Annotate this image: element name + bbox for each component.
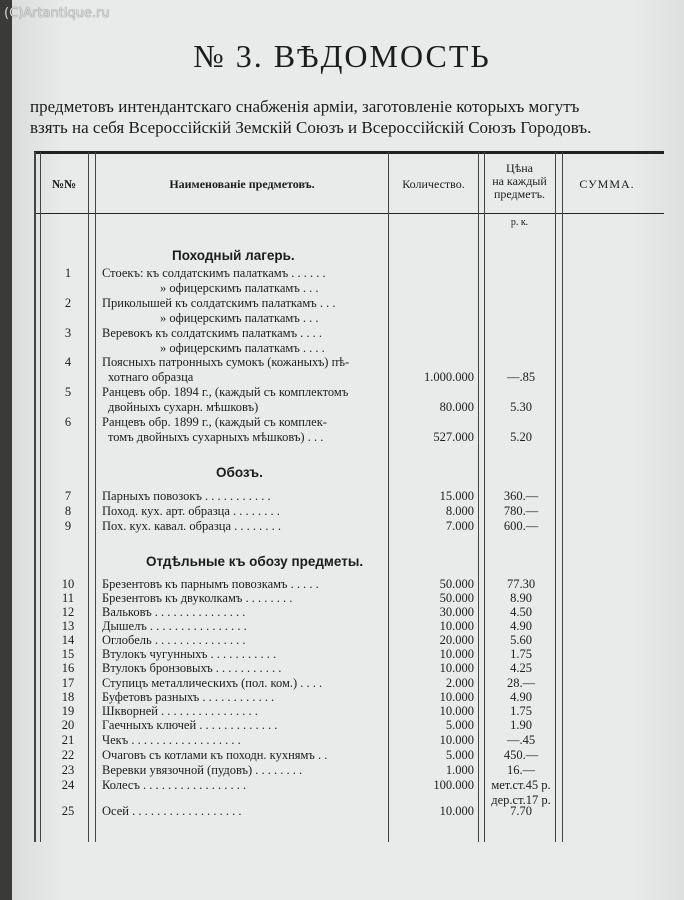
table-row	[0, 690, 684, 705]
row-quantity: 50.000	[439, 591, 474, 605]
document-subtitle	[30, 96, 670, 138]
row-quantity: 10.000	[439, 690, 474, 704]
row-number: 15	[61, 647, 75, 661]
row-item-name: Брезентовъ къ парнымъ повозкамъ . . . . .	[102, 577, 319, 591]
table-row	[0, 718, 684, 733]
row-number: 22	[61, 748, 75, 762]
row-price: 8.90	[510, 591, 532, 605]
table-row	[0, 647, 684, 662]
row-quantity: 5.000	[445, 748, 474, 762]
row-quantity: 10.000	[439, 704, 474, 718]
row-item-name: Осей . . . . . . . . . . . . . . . . . .	[102, 804, 242, 818]
row-quantity: 8.000	[445, 504, 474, 518]
table-row	[0, 619, 684, 634]
row-item-name: Очаговъ съ котлами къ походн. кухнямъ . .	[102, 748, 328, 762]
row-price: 600.—	[503, 519, 539, 533]
row-item-name: хотнаго образца	[108, 370, 194, 384]
table-row	[0, 355, 684, 370]
row-number: 5	[64, 385, 72, 399]
row-item-name: Гаечныхъ ключей . . . . . . . . . . . . .	[102, 718, 278, 732]
row-quantity: 10.000	[439, 647, 474, 661]
row-price: 5.60	[510, 633, 532, 647]
row-item-name: » офицерскимъ палаткамъ . . .	[160, 311, 319, 325]
header-name: Наименованіе предметовъ.	[169, 177, 315, 191]
row-item-name: Буфетовъ разныхъ . . . . . . . . . . . .	[102, 690, 275, 704]
row-item-name: » офицерскимъ палаткамъ . . . .	[160, 341, 325, 355]
row-number: 18	[61, 690, 75, 704]
section-title: Обозъ.	[216, 465, 263, 480]
row-number: 3	[64, 326, 72, 340]
row-item-name: Веревки увязочной (пудовъ) . . . . . . . .	[102, 763, 303, 777]
row-item-name: двойныхъ сухарн. мѣшковъ)	[108, 400, 259, 414]
row-item-name: Колесъ . . . . . . . . . . . . . . . . .	[102, 778, 247, 792]
row-item-name: Поясныхъ патронныхъ сумокъ (кожаныхъ) пѣ-	[102, 355, 350, 369]
watermark: (C)Artantique.ru	[4, 6, 110, 21]
header-price-line: на каждый	[492, 174, 547, 188]
row-number: 6	[64, 415, 72, 429]
row-item-name: Вальковъ . . . . . . . . . . . . . . .	[102, 605, 246, 619]
table-row	[0, 415, 684, 430]
row-item-name: Дышелъ . . . . . . . . . . . . . . . .	[102, 619, 247, 633]
row-item-name: Ранцевъ обр. 1894 г., (каждый съ комплектомъ	[102, 385, 349, 399]
table-row	[0, 266, 684, 281]
header-price	[484, 162, 555, 201]
row-quantity: 2.000	[445, 676, 474, 690]
header-quantity: Количество.	[402, 177, 465, 191]
row-price: —.45	[506, 733, 536, 747]
row-item-name: Шкворней . . . . . . . . . . . . . . . .	[102, 704, 258, 718]
row-number: 16	[61, 661, 75, 675]
row-item-name: Оглобель . . . . . . . . . . . . . . .	[102, 633, 246, 647]
row-number: 14	[61, 633, 75, 647]
header-number: №№	[51, 177, 77, 191]
row-number: 12	[61, 605, 75, 619]
table-row	[0, 370, 684, 385]
row-price: 77.30	[506, 577, 536, 591]
row-price: 1.75	[510, 647, 532, 661]
row-item-name: Брезентовъ къ двуколкамъ . . . . . . . .	[102, 591, 293, 605]
row-item-name: Парныхъ повозокъ . . . . . . . . . . .	[102, 489, 271, 503]
row-price: 450.—	[503, 748, 539, 762]
row-price: 16.—	[506, 763, 536, 777]
table-row	[0, 341, 684, 356]
table-row	[0, 591, 684, 606]
table-row	[0, 281, 684, 296]
table-row	[0, 504, 684, 519]
row-quantity: 1.000	[445, 763, 474, 777]
table-header-rule	[34, 213, 664, 214]
row-price: мет.ст.45 р.	[491, 778, 551, 792]
row-price: 4.50	[510, 605, 532, 619]
row-quantity: 10.000	[439, 733, 474, 747]
row-item-name: Пох. кух. кавал. образца . . . . . . . .	[102, 519, 282, 533]
row-item-name: Ступицъ металлическихъ (пол. ком.) . . . .	[102, 676, 323, 690]
row-price: 5.30	[510, 400, 532, 414]
table-row	[0, 633, 684, 648]
row-price: 4.90	[510, 690, 532, 704]
row-quantity: 50.000	[439, 577, 474, 591]
row-quantity: 10.000	[439, 661, 474, 675]
row-number: 2	[64, 296, 72, 310]
row-quantity: 7.000	[445, 519, 474, 533]
row-quantity: 10.000	[439, 619, 474, 633]
row-quantity: 80.000	[439, 400, 474, 414]
row-price: 1.90	[510, 718, 532, 732]
table-row	[0, 676, 684, 691]
table-row	[0, 326, 684, 341]
table-row	[0, 804, 684, 819]
row-number: 25	[61, 804, 75, 818]
table-row	[0, 519, 684, 534]
row-number: 8	[64, 504, 72, 518]
row-number: 24	[61, 778, 75, 792]
section-title: Походный лагерь.	[172, 248, 295, 263]
row-quantity: 100.000	[433, 778, 474, 792]
table-row	[0, 733, 684, 748]
row-item-name: Чекъ . . . . . . . . . . . . . . . . . .	[102, 733, 241, 747]
row-quantity: 15.000	[439, 489, 474, 503]
table-row	[0, 763, 684, 778]
row-price: 1.75	[510, 704, 532, 718]
row-item-name: Веревокъ къ солдатскимъ палаткамъ . . . .	[102, 326, 323, 340]
row-price: 4.90	[510, 619, 532, 633]
row-quantity: 20.000	[439, 633, 474, 647]
row-number: 9	[64, 519, 72, 533]
row-price: 4.25	[510, 661, 532, 675]
row-item-name: Поход. кух. арт. образца . . . . . . . .	[102, 504, 280, 518]
row-quantity: 30.000	[439, 605, 474, 619]
row-number: 23	[61, 763, 75, 777]
row-item-name: Стоекъ: къ солдатскимъ палаткамъ . . . . . .	[102, 266, 326, 280]
row-price: 360.—	[503, 489, 539, 503]
row-number: 21	[61, 733, 75, 747]
row-number: 4	[64, 355, 72, 369]
header-price-line: Цѣна	[506, 161, 533, 175]
row-item-name: » офицерскимъ палаткамъ . . .	[160, 281, 319, 295]
row-price: 28.—	[506, 676, 536, 690]
header-sum: СУММА.	[579, 177, 635, 191]
row-price-alt: дер.ст.17 р.	[491, 793, 551, 807]
row-number: 17	[61, 676, 75, 690]
row-quantity: 527.000	[433, 430, 474, 444]
row-number: 13	[61, 619, 75, 633]
row-number: 11	[61, 591, 75, 605]
header-price-line: предметъ.	[493, 187, 546, 201]
table-row	[0, 311, 684, 326]
row-item-name: томъ двойныхъ сухарныхъ мѣшковъ) . . .	[108, 430, 324, 444]
price-units: р. к.	[510, 217, 529, 228]
table-top-rule	[34, 151, 664, 154]
row-price: 5.20	[510, 430, 532, 444]
document-title: № 3. ВѢДОМОСТЬ	[193, 38, 491, 74]
table-row	[0, 400, 684, 415]
row-quantity: 10.000	[439, 804, 474, 818]
table-row	[0, 748, 684, 763]
row-item-name: Втулокъ бронзовыхъ . . . . . . . . . . .	[102, 661, 282, 675]
table-row	[0, 430, 684, 445]
table-row	[0, 704, 684, 719]
table-row	[0, 489, 684, 504]
row-number: 7	[64, 489, 72, 503]
row-price: 780.—	[503, 504, 539, 518]
row-number: 19	[61, 704, 75, 718]
row-item-name: Втулокъ чугунныхъ . . . . . . . . . . .	[102, 647, 277, 661]
row-number: 20	[61, 718, 75, 732]
row-number: 1	[64, 266, 72, 280]
row-number: 10	[61, 577, 75, 591]
subtitle-line: взять на себя Всероссійскій Земскій Союзъ и Всероссійскій Союзъ Городовъ.	[30, 118, 592, 137]
table-row	[0, 661, 684, 676]
row-quantity: 1.000.000	[424, 370, 474, 384]
table-row	[0, 385, 684, 400]
table-row	[0, 296, 684, 311]
section-title: Отдѣльные къ обозу предметы.	[146, 554, 364, 569]
row-item-name: Ранцевъ обр. 1899 г., (каждый съ комплек-	[102, 415, 327, 429]
row-item-name: Приколышей къ солдатскимъ палаткамъ . . .	[102, 296, 336, 310]
table-row	[0, 577, 684, 592]
subtitle-line: предметовъ интендантскаго снабженія арміи, заготовленіе которыхъ могутъ	[30, 97, 580, 116]
table-row	[0, 605, 684, 620]
row-price: —.85	[506, 370, 536, 384]
table-row	[0, 778, 684, 793]
row-quantity: 5.000	[445, 718, 474, 732]
row-price: 7.70	[510, 804, 532, 818]
